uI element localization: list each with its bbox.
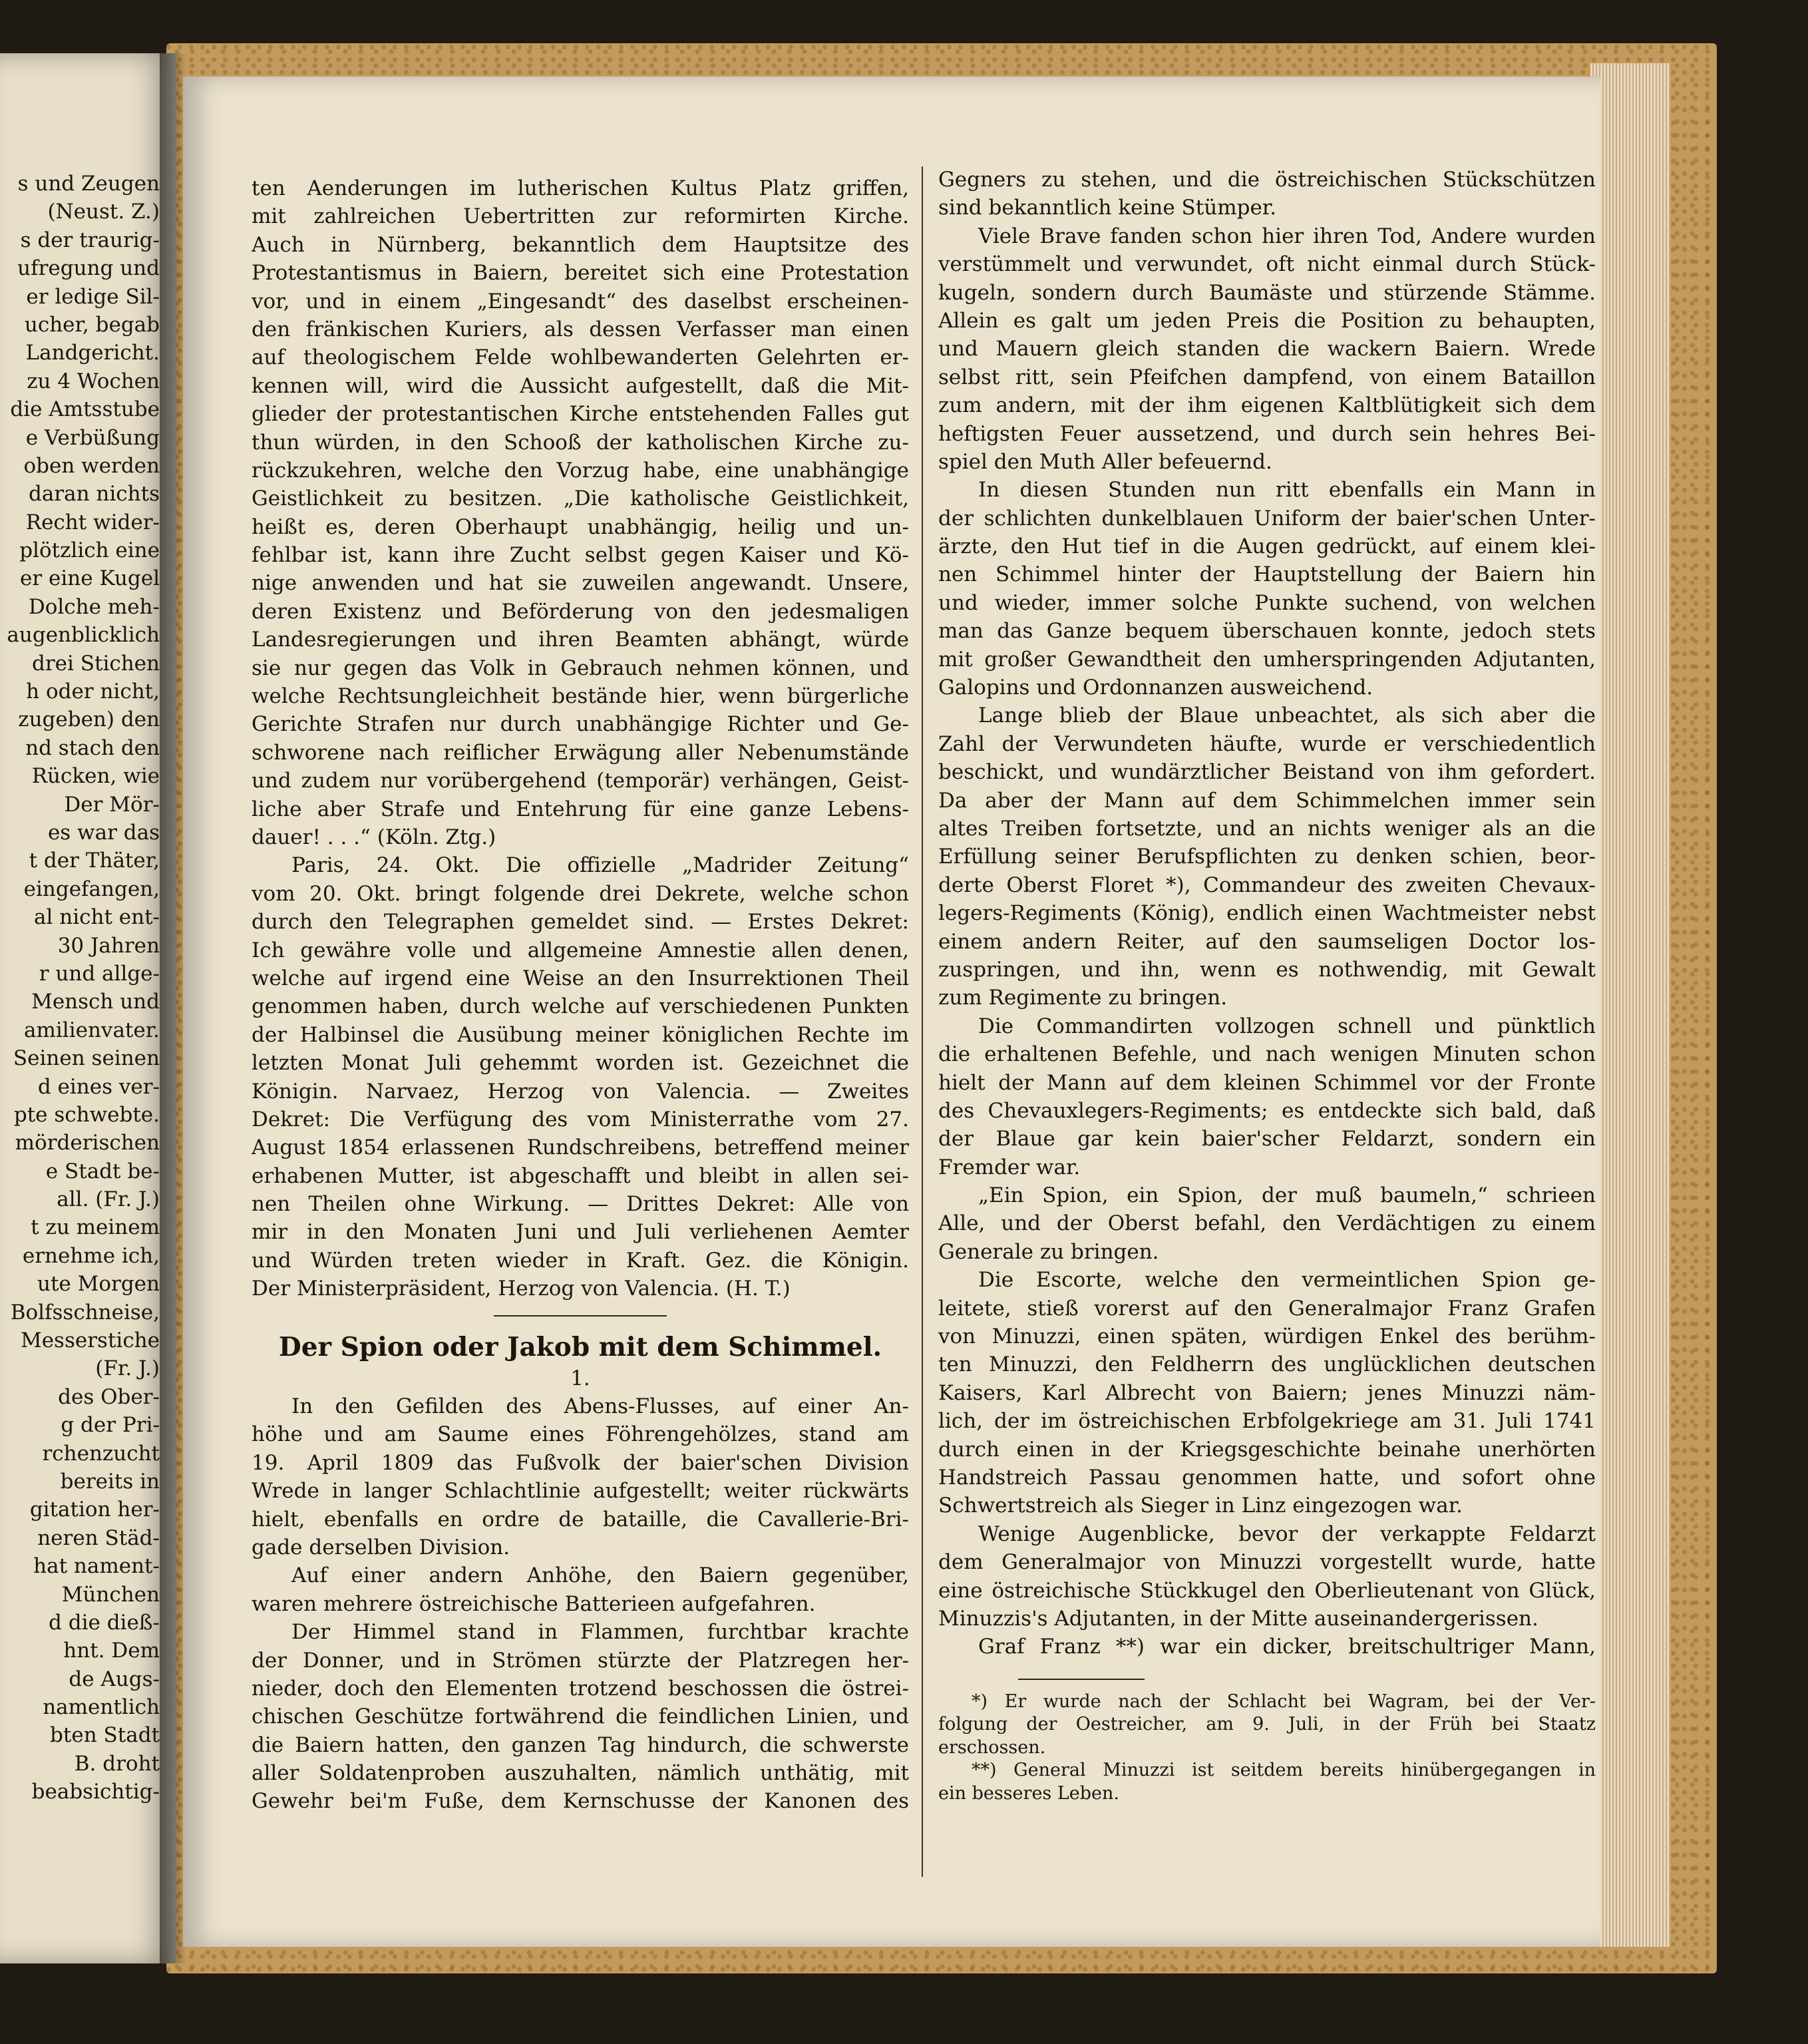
text-line: B. droht xyxy=(74,1751,160,1776)
text-line: kugeln, sondern durch Baumäste und stürzende Stämme. xyxy=(938,280,1596,305)
text-line: Schwertstreich als Sieger in Linz eingezogen war. xyxy=(938,1494,1463,1518)
text-line: Gegners zu stehen, und die östreichischen Stückschützen xyxy=(938,168,1596,192)
text-line: Kaisers, Karl Albrecht von Baiern; jenes Minuzzi näm- xyxy=(938,1380,1596,1405)
text-line: h oder nicht, xyxy=(26,680,160,704)
gutter-shadow xyxy=(160,53,186,1963)
text-line: s der traurig- xyxy=(20,228,160,252)
text-line: hat nament- xyxy=(33,1554,160,1579)
text-line: Dolche meh- xyxy=(28,594,160,619)
text-line: rückzukehren, welche den Vorzug habe, eine unabhängige xyxy=(252,458,909,483)
text-line: e Verbüßung xyxy=(25,425,160,450)
text-line: München xyxy=(61,1582,160,1607)
text-line: Mensch und xyxy=(31,990,160,1014)
text-line: In diesen Stunden nun ritt ebenfalls ein Mann in xyxy=(978,478,1596,503)
text-line: zu 4 Wochen xyxy=(27,369,160,393)
text-line: 30 Jahren xyxy=(57,933,160,958)
text-line: der schlichten dunkelblauen Uniform der baier'schen Unter- xyxy=(938,506,1596,530)
text-line: pte schwebte. xyxy=(13,1102,160,1127)
text-line: selbst ritt, sein Pfeifchen dampfend, von einem Bataillon xyxy=(938,365,1596,389)
text-line: Lange blieb der Blaue unbeachtet, als sich aber die xyxy=(978,704,1596,728)
text-line: gade derselben Division. xyxy=(252,1535,510,1559)
text-line: **) General Minuzzi ist seitdem bereits hinübergegangen in xyxy=(972,1760,1596,1781)
text-line: sie nur gegen das Volk in Gebrauch nehmen können, und xyxy=(252,656,909,680)
text-line: und Würden treten wieder in Kraft. Gez. die Königin. xyxy=(252,1248,909,1273)
text-line: (Neust. Z.) xyxy=(47,200,160,224)
text-line: der Donner, und in Strömen stürzte der Platzregen her- xyxy=(252,1648,909,1673)
text-line: Erfüllung seiner Berufspflichten zu denken schien, beor- xyxy=(938,845,1596,869)
text-line: mit zahlreichen Uebertritten zur reformirten Kirche. xyxy=(252,204,909,229)
text-line: August 1854 erlassenen Rundschreibens, betreffend meiner xyxy=(252,1135,909,1160)
text-line: t der Thäter, xyxy=(29,849,160,873)
text-line: durch den Telegraphen gemeldet sind. — Erstes Dekret: xyxy=(252,910,909,934)
text-line: erschossen. xyxy=(938,1737,1046,1758)
footnote-rule xyxy=(1018,1679,1145,1680)
text-line: oben werden xyxy=(23,453,160,478)
text-line: mit großer Gewandtheit den umherspringenden Adjutanten, xyxy=(938,647,1596,672)
text-line: Königin. Narvaez, Herzog von Valencia. — Zweites xyxy=(252,1079,909,1104)
text-line: aller Soldatenproben auszuhalten, nämlich unthätig, mit xyxy=(252,1761,909,1786)
text-line: Dekret: Die Verfügung des vom Ministerrathe vom 27. xyxy=(252,1107,909,1131)
text-line: nige anwenden und hat sie zuweilen angewandt. Unsere, xyxy=(252,571,909,596)
text-line: zuspringen, und ihn, wenn es nothwendig, mit Gewalt xyxy=(938,957,1596,982)
text-line: s und Zeugen xyxy=(17,172,160,196)
text-line: amilienvater. xyxy=(24,1018,160,1042)
text-line: Der Ministerpräsident, Herzog von Valencia. (H. T.) xyxy=(252,1277,791,1301)
text-line: altes Treiben fortsetzte, und an nichts weniger als an die xyxy=(938,816,1596,841)
text-line: hnt. Dem xyxy=(63,1639,160,1663)
text-line: waren mehrere östreichische Batterieen aufgefahren. xyxy=(252,1591,816,1616)
text-line: er ledige Sil- xyxy=(26,284,160,309)
text-line: al nicht ent- xyxy=(33,905,160,930)
text-line: lich, der im östreichischen Erbfolgekriege am 31. Juli 1741 xyxy=(938,1409,1596,1434)
text-line: bereits in xyxy=(60,1469,160,1494)
text-line: Da aber der Mann auf dem Schimmelchen immer sein xyxy=(938,788,1596,813)
text-line: Fremder war. xyxy=(938,1155,1081,1179)
text-line: welche Rechtsungleichheit bestände hier, wenn bürgerliche xyxy=(252,684,909,709)
text-line: zum Regimente zu bringen. xyxy=(938,986,1228,1010)
text-line: daran nichts xyxy=(28,482,160,507)
text-line: 19. April 1809 das Fußvolk der baier'schen Division xyxy=(252,1450,909,1475)
text-line: schworene nach reiflicher Erwägung aller Nebenumstände xyxy=(252,740,909,765)
column-divider xyxy=(922,166,923,1877)
text-line: den fränkischen Kuriers, als dessen Verfasser man einen xyxy=(252,317,909,341)
text-line: Auch in Nürnberg, bekanntlich dem Hauptsitze des xyxy=(252,232,909,257)
text-line: all. (Fr. J.) xyxy=(57,1187,160,1212)
news-section xyxy=(252,174,909,1303)
text-line: Wenige Augenblicke, bevor der verkappte Feldarzt xyxy=(978,1522,1596,1546)
text-line: zugeben) den xyxy=(18,708,160,732)
text-line: folgung der Oestreicher, am 9. Juli, in der Früh bei Staatz xyxy=(938,1714,1596,1735)
text-line: ute Morgen xyxy=(37,1272,160,1297)
text-line: Viele Brave fanden schon hier ihren Tod, Andere wurden xyxy=(978,224,1596,248)
text-line: Protestantismus in Baiern, bereitet sich eine Protestation xyxy=(252,261,909,286)
text-line: zum andern, mit der ihm eigenen Kaltblütigkeit sich dem xyxy=(938,393,1596,418)
text-line: plötzlich eine xyxy=(19,538,160,563)
text-line: de Augs- xyxy=(69,1667,160,1691)
text-line: Generale zu bringen. xyxy=(938,1239,1159,1264)
text-column-2 xyxy=(938,166,1596,1805)
text-line: heftigsten Feuer aussetzend, und durch sein hehres Bei- xyxy=(938,421,1596,446)
text-line: eine östreichische Stückkugel den Oberlieutenant von Glück, xyxy=(938,1578,1596,1603)
text-line: und Mauern gleich standen die wackern Baiern. Wrede xyxy=(938,337,1596,361)
article-title: Der Spion oder Jakob mit dem Schimmel. xyxy=(278,1331,882,1362)
text-line: „Ein Spion, ein Spion, der muß baumeln,“ schrieen xyxy=(978,1183,1596,1208)
text-line: t zu meinem xyxy=(31,1215,160,1240)
text-line: Die Escorte, welche den vermeintlichen Spion ge- xyxy=(978,1268,1596,1293)
text-line: Landesregierungen und ihren Beamten abhängt, würde xyxy=(252,628,909,652)
text-line: namentlich xyxy=(43,1695,160,1720)
text-line: g der Pri- xyxy=(61,1413,160,1438)
left-page-column xyxy=(0,170,160,1806)
text-line: gitation her- xyxy=(29,1498,160,1522)
text-line: Landgericht. xyxy=(25,341,160,365)
text-line: Minuzzis's Adjutanten, in der Mitte auseinandergerissen. xyxy=(938,1606,1538,1631)
text-line: Galopins und Ordonnanzen ausweichend. xyxy=(938,676,1373,700)
text-line: (Fr. J.) xyxy=(95,1356,160,1381)
text-line: mörderischen xyxy=(15,1131,160,1155)
text-line: nen Theilen ohne Wirkung. — Drittes Dekret: Alle von xyxy=(252,1192,909,1217)
text-line: sind bekanntlich keine Stümper. xyxy=(938,196,1277,220)
text-line: Recht wider- xyxy=(25,510,160,534)
text-line: ten Minuzzi, den Feldherrn des unglücklichen deutschen xyxy=(938,1352,1596,1377)
text-line: die Baiern hatten, den ganzen Tag hindurch, die schwerste xyxy=(252,1733,909,1757)
text-line: der Halbinsel die Ausübung meiner königlichen Rechte im xyxy=(252,1022,909,1047)
text-line: leitete, stieß vorerst auf den Generalmajor Franz Grafen xyxy=(938,1296,1596,1321)
text-line: des Chevauxlegers-Regiments; es entdeckte sich bald, daß xyxy=(938,1098,1596,1123)
page-edges xyxy=(1590,63,1670,1947)
text-line: nen Schimmel hinter der Hauptstellung der Baiern hin xyxy=(938,562,1596,587)
text-line: ärzte, den Hut tief in die Augen gedrückt, auf einem klei- xyxy=(938,534,1596,559)
text-line: ein besseres Leben. xyxy=(938,1782,1120,1804)
text-line: auf theologischem Felde wohlbewanderten Gelehrten er- xyxy=(252,345,909,370)
text-line: durch einen in der Kriegsgeschichte beinahe unerhörten xyxy=(938,1437,1596,1462)
text-line: liche aber Strafe und Entehrung für eine ganze Lebens- xyxy=(252,797,909,821)
text-line: Der Mör- xyxy=(64,792,160,817)
text-line: rchenzucht xyxy=(42,1441,160,1466)
text-line: Alle, und der Oberst befahl, den Verdächtigen zu einem xyxy=(938,1211,1596,1236)
text-line: Handstreich Passau genommen hatte, und sofort ohne xyxy=(938,1465,1596,1490)
text-line: Rücken, wie xyxy=(31,764,160,789)
text-line: hielt der Mann auf dem kleinen Schimmel vor der Fronte xyxy=(938,1070,1596,1095)
text-line: d die dieß- xyxy=(49,1610,160,1635)
text-line: Seinen seinen xyxy=(13,1046,160,1071)
text-line: die erhaltenen Befehle, und nach wenigen Minuten schon xyxy=(938,1042,1596,1067)
text-line: es war das xyxy=(47,820,160,845)
text-line: höhe und am Saume eines Föhrengehölzes, stand am xyxy=(252,1422,909,1447)
article-number: 1. xyxy=(570,1366,590,1390)
text-line: Paris, 24. Okt. Die offizielle „Madrider Zeitung“ xyxy=(291,853,909,878)
text-line: ernehme ich, xyxy=(22,1243,160,1268)
text-line: Bolfsschneise, xyxy=(10,1300,160,1325)
text-line: *) Er wurde nach der Schlacht bei Wagram, bei der Ver- xyxy=(972,1691,1596,1712)
text-line: dem Generalmajor von Minuzzi vorgestellt wurde, hatte xyxy=(938,1550,1596,1575)
text-line: eingefangen, xyxy=(23,877,160,901)
text-line: einem andern Reiter, auf den saumseligen Doctor los- xyxy=(938,929,1596,954)
text-line: bten Stadt xyxy=(50,1723,160,1748)
text-line: Die Commandirten vollzogen schnell und pünktlich xyxy=(978,1014,1596,1038)
text-column-1 xyxy=(252,174,909,1816)
text-line: er eine Kugel xyxy=(20,566,160,591)
text-line: die Amtsstube xyxy=(10,397,160,422)
text-line: Ich gewähre volle und allgemeine Amnestie allen denen, xyxy=(252,938,909,962)
text-line: nieder, doch den Elementen trotzend beschossen die östrei- xyxy=(252,1676,909,1701)
text-line: In den Gefilden des Abens-Flusses, auf einer An- xyxy=(291,1394,909,1419)
text-line: welche auf irgend eine Weise an den Insurrektionen Theil xyxy=(252,966,909,990)
text-line: spiel den Muth Aller befeuernd. xyxy=(938,449,1272,474)
text-line: und wieder, immer solche Punkte suchend, von welchen xyxy=(938,590,1596,615)
text-line: beschickt, und wundärztlicher Beistand von ihm gefordert. xyxy=(938,760,1596,785)
text-line: hielt, ebenfalls en ordre de bataille, die Cavallerie-Bri- xyxy=(252,1507,909,1532)
text-line: Gerichte Strafen nur durch unabhängige Richter und Ge- xyxy=(252,712,909,737)
text-line: d eines ver- xyxy=(37,1074,160,1099)
text-line: deren Existenz und Beförderung von den jedesmaligen xyxy=(252,599,909,624)
text-line: fehlbar ist, kann ihre Zucht selbst gegen Kaiser und Kö- xyxy=(252,543,909,568)
text-line: letzten Monat Juli gehemmt worden ist. Gezeichnet die xyxy=(252,1051,909,1076)
text-line: Zahl der Verwundeten häufte, wurde er verschiedentlich xyxy=(938,731,1596,756)
text-line: ten Aenderungen im lutherischen Kultus Platz griffen, xyxy=(252,176,909,200)
text-line: Geistlichkeit zu besitzen. „Die katholische Geistlichkeit, xyxy=(252,487,909,511)
text-line: genommen haben, durch welche auf verschiedenen Punkten xyxy=(252,994,909,1019)
text-line: mir in den Monaten Juni und Juli verliehenen Aemter xyxy=(252,1220,909,1245)
text-line: nd stach den xyxy=(25,735,160,760)
text-line: man das Ganze bequem überschauen konnte, jedoch stets xyxy=(938,619,1596,644)
text-line: und zudem nur vorübergehend (temporär) verhängen, Geist- xyxy=(252,769,909,793)
section-divider xyxy=(494,1315,667,1317)
text-line: Der Himmel stand in Flammen, furchtbar krachte xyxy=(291,1620,909,1645)
text-line: legers-Regiments (König), endlich einen Wachtmeister nebst xyxy=(938,901,1596,926)
text-line: ucher, begab xyxy=(24,312,160,337)
text-line: beabsichtig- xyxy=(31,1780,160,1804)
text-line: kennen will, wird die Aussicht aufgestellt, daß die Mit- xyxy=(252,373,909,398)
article-body xyxy=(252,1392,909,1816)
text-line: vor, und in einem „Eingesandt“ des daselbst erscheinen- xyxy=(252,289,909,313)
text-line: Auf einer andern Anhöhe, den Baiern gegenüber, xyxy=(291,1563,909,1588)
text-line: ufregung und xyxy=(17,256,160,281)
text-line: heißt es, deren Oberhaupt unabhängig, heilig und un- xyxy=(252,514,909,539)
text-line: dauer! . . .“ (Köln. Ztg.) xyxy=(252,825,496,849)
text-line: e Stadt be- xyxy=(45,1159,160,1183)
text-line: Wrede in langer Schlachtlinie aufgestellt; weiter rückwärts xyxy=(252,1479,909,1504)
text-line: chischen Geschütze fortwährend die feindlichen Linien, und xyxy=(252,1705,909,1729)
text-line: verstümmelt und verwundet, oft nicht einmal durch Stück- xyxy=(938,252,1596,277)
text-line: Messerstiche xyxy=(20,1329,160,1353)
article-continuation xyxy=(938,166,1596,1661)
text-line: drei Stichen xyxy=(31,651,160,676)
text-line: Graf Franz **) war ein dicker, breitschultriger Mann, xyxy=(978,1635,1596,1659)
text-line: des Ober- xyxy=(58,1384,160,1409)
text-line: der Blaue gar kein baier'scher Feldarzt, sondern ein xyxy=(938,1127,1596,1151)
footnotes xyxy=(938,1691,1596,1806)
left-page xyxy=(0,53,176,1963)
text-line: glieder der protestantischen Kirche entstehenden Falles gut xyxy=(252,402,909,427)
text-line: augenblicklich xyxy=(7,623,160,648)
text-line: thun würden, in den Schooß der katholischen Kirche zu- xyxy=(252,430,909,455)
text-line: Allein es galt um jeden Preis die Position zu behaupten, xyxy=(938,308,1596,333)
text-line: von Minuzzi, einen späten, würdigen Enkel des berühm- xyxy=(938,1325,1596,1349)
text-line: neren Städ- xyxy=(37,1526,160,1550)
text-line: r und allge- xyxy=(39,961,160,986)
text-line: derte Oberst Floret *), Commandeur des zweiten Chevaux- xyxy=(938,873,1596,897)
text-line: vom 20. Okt. bringt folgende drei Dekrete, welche schon xyxy=(252,881,909,906)
text-line: Gewehr bei'm Fuße, dem Kernschusse der Kanonen des xyxy=(252,1789,909,1814)
text-line: erhabenen Mutter, ist abgeschafft und bleibt in allen sei- xyxy=(252,1163,909,1188)
